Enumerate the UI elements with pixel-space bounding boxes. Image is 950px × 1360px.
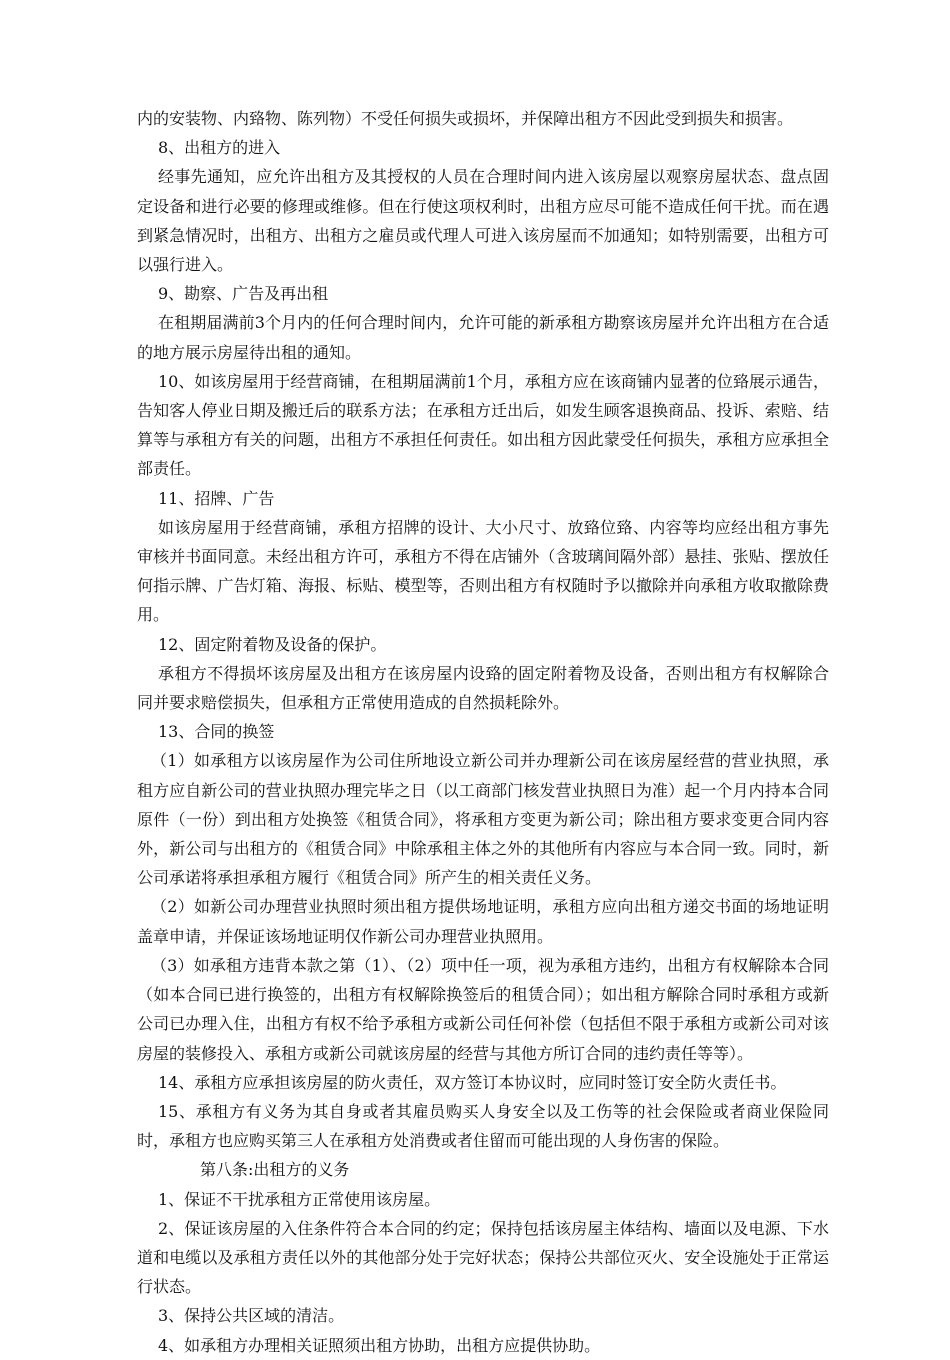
- clause-13-item-1: （1）如承租方以该房屋作为公司住所地设立新公司并办理新公司在该房屋经营的营业执照，承租方应自新公司的营业执照办理完毕之日（以工商部门核发营业执照日为准）起一个月内持本合同原件（一份）到出租方处换签《租赁合同》，将承租方变更为新公司；除出租方要求变更合同内容外，新公司与出租方的《租赁合同》中除承租主体之外的其他所有内容应与本合同一致。同时，新公司承诺将承担承租方履行《租赁合同》所产生的相关责任义务。: [137, 751, 829, 888]
- clause-body-12: 承租方不得损坏该房屋及出租方在该房屋内设臵的固定附着物及设备，否则出租方有权解除合同并要求赔偿损失，但承租方正常使用造成的自然损耗除外。: [137, 663, 829, 713]
- clause-heading-13: 13、合同的换签: [158, 722, 275, 742]
- clause-10: 10、如该房屋用于经营商铺，在租期届满前1个月，承租方应在该商铺内显著的位臵展示通告，告知客人停业日期及搬迁后的联系方法；在承租方迁出后，如发生顾客退换商品、投诉、索赔、结算等与承租方有关的问题，出租方不承担任何责任。如出租方因此蒙受任何损失，承租方应承担全部责任。: [137, 371, 829, 479]
- article-8-item-3: 3、保持公共区域的清洁。: [158, 1306, 345, 1326]
- clause-13-item-2: （2）如新公司办理营业执照时须出租方提供场地证明，承租方应向出租方递交书面的场地证明盖章申请，并保证该场地证明仅作新公司办理营业执照用。: [137, 897, 829, 946]
- clause-heading-8: 8、出租方的进入: [158, 138, 281, 158]
- paragraph-continuation: 内的安装物、内臵物、陈列物）不受任何损失或损坏，并保障出租方不因此受到损失和损害。: [137, 109, 794, 128]
- clause-body-8: 经事先通知，应允许出租方及其授权的人员在合理时间内进入该房屋以观察房屋状态、盘点固定设备和进行必要的修理或维修。但在行使这项权利时，出租方应尽可能不造成任何干扰。而在遇到紧急情况时，出租方、出租方之雇员或代理人可进入该房屋而不加通知；如特别需要，出租方可以强行进入。: [137, 167, 829, 275]
- clause-13-item-3: （3）如承租方违背本款之第（1）、（2）项中任一项，视为承租方违约，出租方有权解除本合同（如本合同已进行换签的，出租方有权解除换签后的租赁合同）；如出租方解除合同时承租方或新公司已办理入住，出租方有权不给予承租方或新公司任何补偿（包括但不限于承租方或新公司对该房屋的装修投入、承租方或新公司就该房屋的经营与其他方所订合同的违约责任等等）。: [137, 955, 829, 1063]
- clause-heading-9: 9、勘察、广告及再出租: [158, 284, 329, 304]
- clause-body-9: 在租期届满前3个月内的任何合理时间内，允许可能的新承租方勘察该房屋并允许出租方在合适的地方展示房屋待出租的通知。: [137, 313, 829, 362]
- clause-heading-12: 12、固定附着物及设备的保护。: [158, 634, 387, 654]
- document-page: [137, 104, 829, 1360]
- article-8-heading: 第八条:出租方的义务: [200, 1160, 350, 1180]
- article-8-item-4: 4、如承租方办理相关证照须出租方协助，出租方应提供协助。: [158, 1335, 601, 1355]
- clause-heading-11: 11、招牌、广告: [158, 488, 275, 508]
- clause-body-11: 如该房屋用于经营商铺，承租方招牌的设计、大小尺寸、放臵位臵、内容等均应经出租方事先审核并书面同意。未经出租方许可，承租方不得在店铺外（含玻璃间隔外部）悬挂、张贴、摆放任何指示牌、广告灯箱、海报、标贴、模型等，否则出租方有权随时予以撤除并向承租方收取撤除费用。: [137, 517, 829, 625]
- article-8-item-1: 1、保证不干扰承租方正常使用该房屋。: [158, 1189, 441, 1209]
- article-8-item-2: 2、保证该房屋的入住条件符合本合同的约定；保持包括该房屋主体结构、墙面以及电源、下水道和电缆以及承租方责任以外的其他部分处于完好状态；保持公共部位灭火、安全设施处于正常运行状态。: [137, 1218, 829, 1297]
- clause-15: 15、承租方有义务为其自身或者其雇员购买人身安全以及工伤等的社会保险或者商业保险同时，承租方也应购买第三人在承租方处消费或者住留而可能出现的人身伤害的保险。: [137, 1101, 829, 1151]
- clause-14: 14、承租方应承担该房屋的防火责任，双方签订本协议时，应同时签订安全防火责任书。: [158, 1072, 787, 1092]
